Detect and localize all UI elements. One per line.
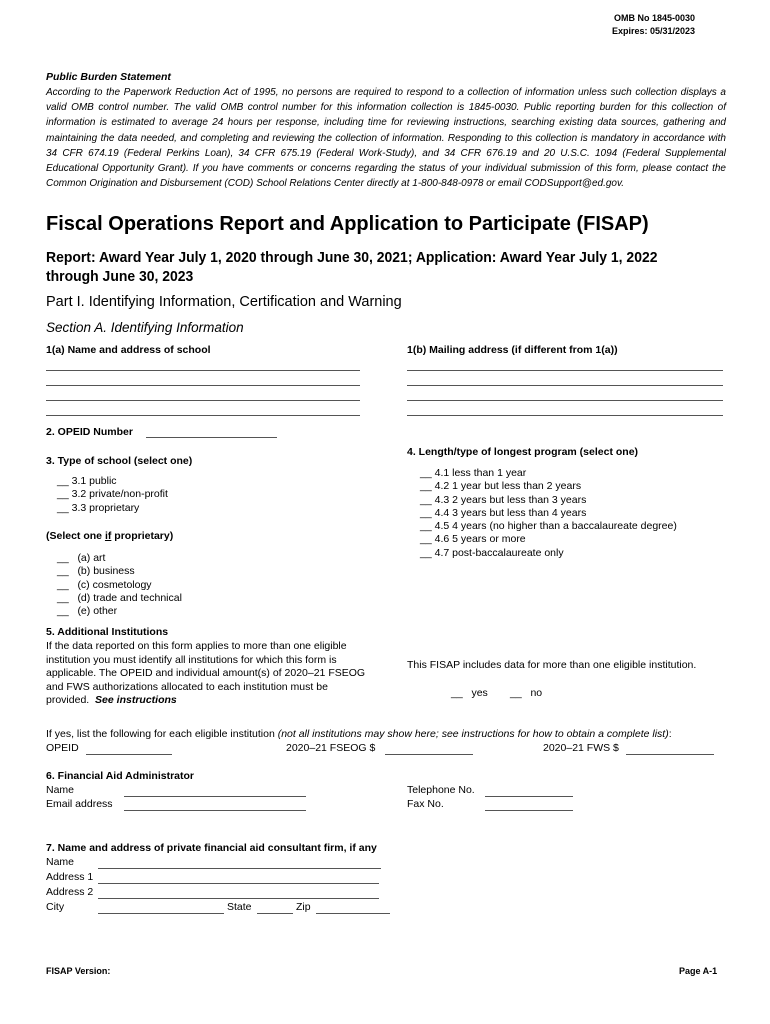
consultant-state-label: State xyxy=(227,901,252,913)
consultant-city-label: City xyxy=(46,901,65,913)
proprietary-label: (Select one if proprietary) xyxy=(46,530,174,542)
q4-option-2[interactable]: __ 4.2 1 year but less than 2 years xyxy=(420,480,582,493)
consultant-zip-label: Zip xyxy=(296,901,311,913)
q1a-line-4[interactable] xyxy=(46,415,360,416)
part-title: Part I. Identifying Information, Certification and Warning xyxy=(46,294,402,310)
faa-email-field[interactable] xyxy=(124,810,306,811)
fws-field-label: 2020–21 FWS $ xyxy=(543,742,619,754)
q4-option-6[interactable]: __ 4.6 5 years or more xyxy=(420,533,526,546)
consultant-state-field[interactable] xyxy=(257,913,293,914)
q1a-line-3[interactable] xyxy=(46,400,360,401)
opeid-field[interactable] xyxy=(86,754,172,755)
fisap-version: FISAP Version: xyxy=(46,966,111,976)
q1a-label: 1(a) Name and address of school xyxy=(46,344,211,356)
q4-option-7[interactable]: __ 4.7 post-baccalaureate only xyxy=(420,546,564,559)
proprietary-options xyxy=(57,552,182,618)
see-instructions-link[interactable]: See instructions xyxy=(95,694,177,706)
q5-instructions: If the data reported on this form applies to more than one eligible institution you must identify all institutions for which this form is applicable. The OPEID and individual amount(s) of 2020–21 FSEOG and FWS authorizations allocated to each institution must be provided. See instructions xyxy=(46,640,366,706)
faa-fax-label: Fax No. xyxy=(407,798,444,810)
q4-option-3[interactable]: __ 4.3 2 years but less than 3 years xyxy=(420,493,587,506)
faa-name-field[interactable] xyxy=(124,796,306,797)
q1a-line-2[interactable] xyxy=(46,385,360,386)
q5-no-option[interactable]: __ no xyxy=(510,687,543,699)
q3-option-private[interactable]: __ 3.2 private/non-profit xyxy=(57,488,168,501)
consultant-address1-field[interactable] xyxy=(98,883,379,884)
page-title: Fiscal Operations Report and Application to Participate (FISAP) xyxy=(46,213,649,235)
consultant-zip-field[interactable] xyxy=(316,913,390,914)
faa-telephone-label: Telephone No. xyxy=(407,784,475,796)
q5-label: 5. Additional Institutions xyxy=(46,626,169,638)
page-number: Page A-1 xyxy=(679,966,718,976)
fseog-field-label: 2020–21 FSEOG $ xyxy=(286,742,376,754)
section-title: Section A. Identifying Information xyxy=(46,320,244,335)
q5-list-instructions: If yes, list the following for each eligible institution (not all institutions may show here; see instructions for how to obtain a complete list): xyxy=(46,728,672,740)
prop-option-trade[interactable]: __ (d) trade and technical xyxy=(57,591,182,604)
q1b-line-4[interactable] xyxy=(407,415,723,416)
q5-statement: This FISAP includes data for more than one eligible institution. xyxy=(407,659,697,671)
faa-fax-field[interactable] xyxy=(485,810,573,811)
fws-field[interactable] xyxy=(626,754,714,755)
opeid-field-label: OPEID xyxy=(46,742,79,754)
faa-telephone-field[interactable] xyxy=(485,796,573,797)
consultant-city-field[interactable] xyxy=(98,913,224,914)
expiration-date: Expires: 05/31/2023 xyxy=(612,26,696,36)
fseog-field[interactable] xyxy=(385,754,473,755)
faa-email-label: Email address xyxy=(46,798,113,810)
q4-option-4[interactable]: __ 4.4 3 years but less than 4 years xyxy=(420,506,587,519)
q7-label: 7. Name and address of private financial aid consultant firm, if any xyxy=(46,842,377,854)
q5-yes-option[interactable]: __ yes xyxy=(451,687,488,699)
opeid-input[interactable] xyxy=(146,437,277,438)
consultant-name-field[interactable] xyxy=(98,868,381,869)
prop-option-art[interactable]: __ (a) art xyxy=(57,552,106,564)
q3-option-proprietary[interactable]: __ 3.3 proprietary xyxy=(57,501,140,514)
q1b-line-3[interactable] xyxy=(407,400,723,401)
burden-text: According to the Paperwork Reduction Act of 1995, no persons are required to respond to a collection of information unless such collection displays a valid OMB control number. The valid OMB control number for this information collection is 1845-0030. Public reporting burden for this collection of information is estimated to average 24 hours per response, including time for reviewing instructions, searching existing data sources, gathering and maintaining the data needed, and completing and reviewing the collection of information. Responding to this collection is mandatory in accordance with 34 CFR 674.19 (Federal Perkins Loan), 34 CFR 675.19 (Federal Work-Study), and 34 CFR 676.19 and 20 U.S.C. 1094 (Federal Supplemental Educational Opportunity Grant). If you have comments or concerns regarding the status of your individual submission of this form, please contact the Common Origination and Disbursement (COD) School Relations Center directly at 1-800-848-0978 or email CODSupport@ed.gov. xyxy=(46,87,726,190)
q2-label: 2. OPEID Number xyxy=(46,426,133,438)
q3-option-public[interactable]: __ 3.1 public xyxy=(57,475,117,487)
consultant-address2-label: Address 2 xyxy=(46,886,94,898)
q1a-line-1[interactable] xyxy=(46,370,360,371)
q4-options xyxy=(420,467,677,560)
q6-label: 6. Financial Aid Administrator xyxy=(46,770,194,782)
consultant-address2-field[interactable] xyxy=(98,898,379,899)
faa-name-label: Name xyxy=(46,784,75,796)
prop-option-other[interactable]: __ (e) other xyxy=(57,605,118,618)
q4-option-1[interactable]: __ 4.1 less than 1 year xyxy=(420,467,527,479)
q3-label: 3. Type of school (select one) xyxy=(46,455,193,467)
consultant-name-label: Name xyxy=(46,856,75,868)
q4-option-5[interactable]: __ 4.5 4 years (no higher than a baccalaureate degree) xyxy=(420,520,677,533)
burden-title: Public Burden Statement xyxy=(46,71,171,83)
q1b-line-1[interactable] xyxy=(407,370,723,371)
q4-label: 4. Length/type of longest program (select one) xyxy=(407,446,639,458)
prop-option-cosmetology[interactable]: __ (c) cosmetology xyxy=(57,578,152,591)
omb-number: OMB No 1845-0030 xyxy=(614,13,696,23)
q1b-label: 1(b) Mailing address (if different from 1(a)) xyxy=(407,344,618,356)
prop-option-business[interactable]: __ (b) business xyxy=(57,565,135,578)
q1b-line-2[interactable] xyxy=(407,385,723,386)
consultant-address1-label: Address 1 xyxy=(46,871,94,883)
q3-options xyxy=(57,475,168,515)
omb-block xyxy=(612,12,695,38)
page-subtitle: Report: Award Year July 1, 2020 through June 30, 2021; Application: Award Year July 1, 2022 through June 30, 2023 xyxy=(46,249,658,285)
